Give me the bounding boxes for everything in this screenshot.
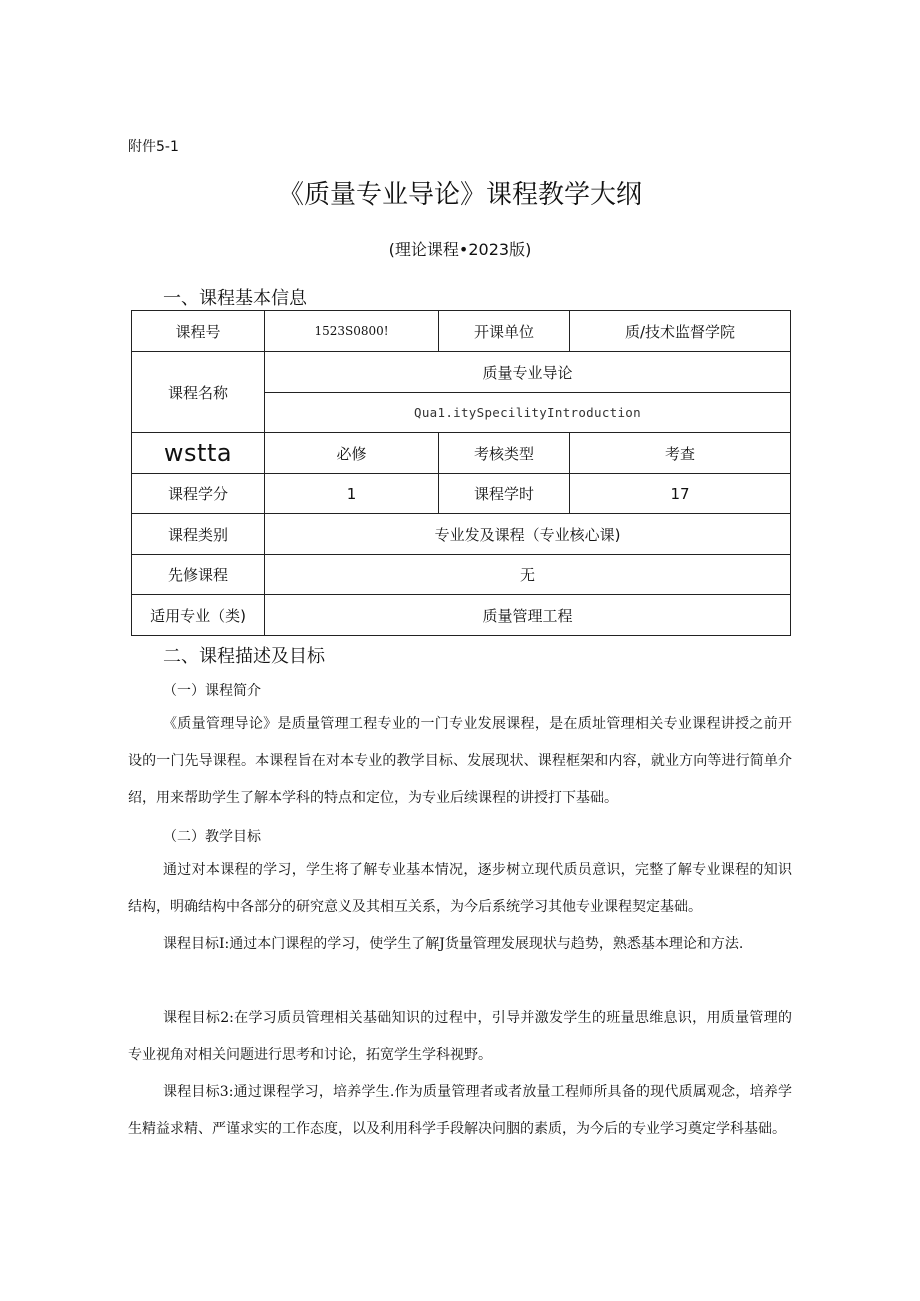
course-name-en: Qua1.itySpecilityIntroduction — [265, 393, 791, 433]
objective-paragraph: 通过对本课程的学习，学生将了解专业基本情况，逐步树立现代质员意识，完整了解专业课程的知识结构，明确结构中各部分的研究意义及其相互关系，为今后系统学习其他专业课程契定基础。 — [128, 862, 792, 915]
document-title: 《质量专业导论》课程教学大纲 — [277, 180, 642, 210]
section-2-heading: 二、课程描述及目标 — [163, 646, 325, 667]
hours-value: 17 — [570, 474, 791, 514]
document-subtitle: (理论课程•2023版) — [388, 240, 532, 259]
credits-value: 1 — [265, 474, 439, 514]
subsection-objectives-heading: （二）教学目标 — [163, 829, 261, 845]
course-name-label: 课程名称 — [132, 352, 265, 433]
course-code-value: 1523S0800! — [265, 311, 439, 352]
subsection-intro-heading: （一）课程简介 — [163, 683, 261, 699]
course-info-table — [131, 310, 791, 636]
assessment-label: 考核类型 — [439, 433, 570, 474]
major-value: 质量管理工程 — [265, 595, 791, 636]
credits-label: 课程学分 — [132, 474, 265, 514]
course-goal-2: 课程目标2:在学习质员管理相关基础知识的过程中，引导并激发学生的班量思维息识，用质量管理的专业视角对相关问题进行思考和讨论，拓宽学生学科视野。 — [128, 1010, 792, 1063]
intro-paragraph: 《质量管理导论》是质量管理工程专业的一门专业发展课程，是在质址管理相关专业课程讲授之前开设的一门先导课程。本课程旨在对本专业的教学目标、发展现状、课程框架和内容，就业方向等进行简单介绍，用来帮助学生了解本学科的特点和定位，为专业后续课程的讲授打下基础。 — [128, 716, 792, 806]
course-nature-label: wstta — [132, 433, 265, 474]
major-label: 适用专业（类) — [132, 595, 265, 636]
course-code-label: 课程号 — [132, 311, 265, 352]
prereq-value: 无 — [265, 555, 791, 595]
attachment-label: 附件5-1 — [128, 139, 179, 155]
category-label: 课程类别 — [132, 514, 265, 555]
section-1-heading: 一、课程基本信息 — [163, 288, 307, 309]
assessment-value: 考查 — [570, 433, 791, 474]
course-name-cn: 质量专业导论 — [265, 352, 791, 393]
category-value: 专业发及课程（专业核心课) — [265, 514, 791, 555]
unit-label: 开课单位 — [439, 311, 570, 352]
unit-value: 质/技术监督学院 — [570, 311, 791, 352]
course-goal-1: 课程目标I:通过本门课程的学习，使学生了解J货量管理发展现状与趋势，熟悉基本理论和方法. — [163, 936, 744, 952]
course-nature-value: 必修 — [265, 433, 439, 474]
prereq-label: 先修课程 — [132, 555, 265, 595]
hours-label: 课程学时 — [439, 474, 570, 514]
course-goal-3: 课程目标3:通过课程学习，培养学生.作为质量管理者或者放量工程师所具备的现代质属观念，培养学生精益求精、严谨求实的工作态度，以及利用科学手段解决问胭的素质，为今后的专业学习奠定学科基础。 — [128, 1084, 792, 1137]
